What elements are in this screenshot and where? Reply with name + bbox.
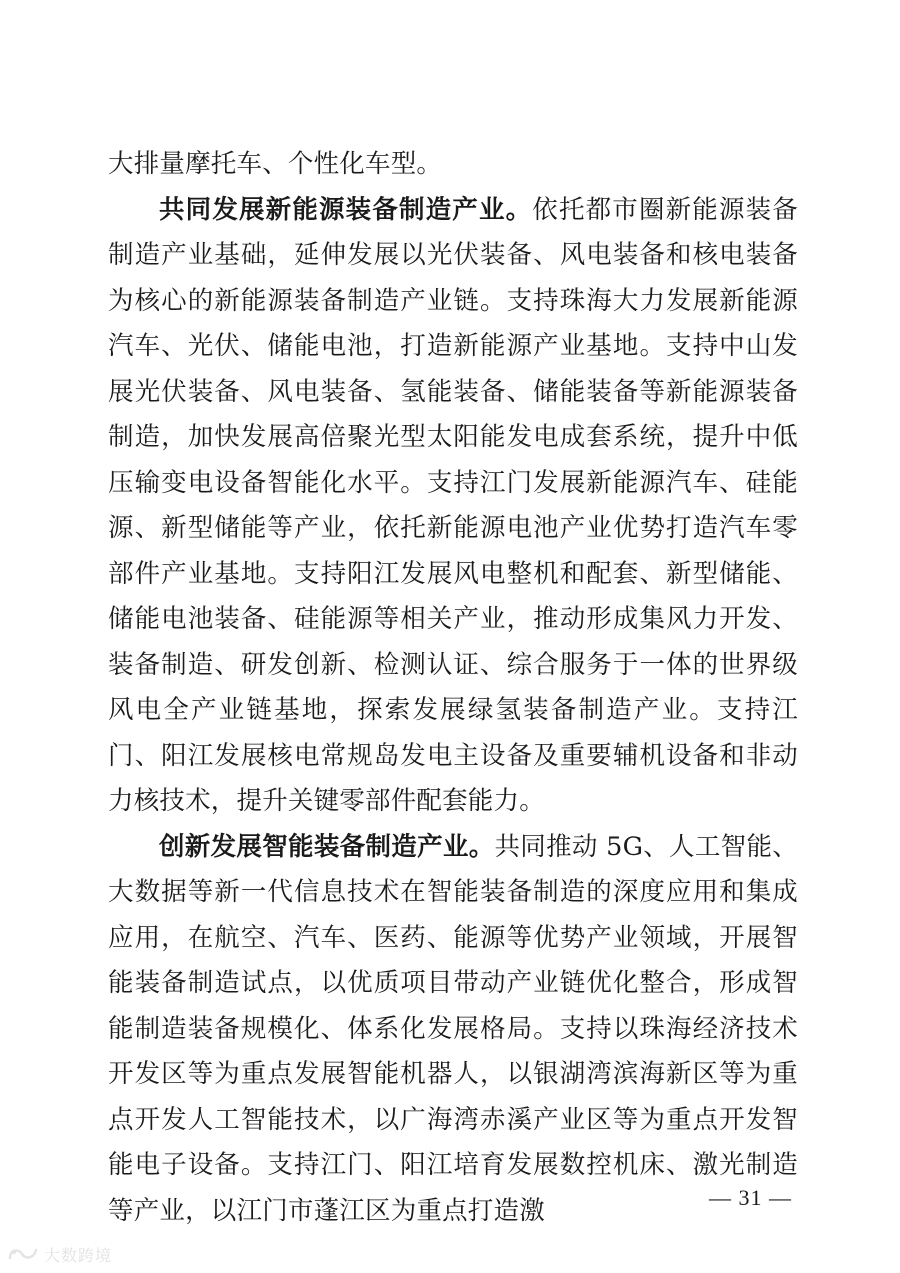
paragraph-3-heading: 创新发展智能装备制造产业。 — [159, 831, 495, 862]
watermark-text: 大数跨境 — [44, 1245, 113, 1265]
page-number: — 31 — — [709, 1185, 792, 1210]
watermark — [6, 1242, 112, 1266]
paragraph-3 — [108, 825, 798, 1235]
paragraph-3-text: 共同推动 5G、人工智能、大数据等新一代信息技术在智能装备制造的深度应用和集成应用，在航空、汽车、医药、能源等优势产业领域，开展智能装备制造试点，以优质项目带动产业链优化整合，形成智能制造装备规模化、体系化发展格局。支持以珠海经济技术开发区等为重点发展智能机器人，以银湖湾滨海新区等为重点开发人工智能技术，以广海湾赤溪产业区等为重点开发智能电子设备。支持江门、阳江培育发展数控机床、激光制造等产业，以江门市蓬江区为重点打造激 — [108, 831, 798, 1226]
body-text — [108, 142, 798, 1234]
paragraph-1-text: 大排量摩托车、个性化车型。 — [108, 149, 443, 179]
paragraph-2 — [108, 188, 798, 825]
paragraph-1 — [108, 142, 798, 188]
paragraph-2-heading: 共同发展新能源装备制造产业。 — [159, 194, 533, 225]
watermark-logo-icon — [6, 1244, 40, 1264]
paragraph-2-text: 依托都市圈新能源装备制造产业基础，延伸发展以光伏装备、风电装备和核电装备为核心的新能源装备制造产业链。支持珠海大力发展新能源汽车、光伏、储能电池，打造新能源产业基地。支持中山发展光伏装备、风电装备、氢能装备、储能装备等新能源装备制造，加快发展高倍聚光型太阳能发电成套系统，提升中低压输变电设备智能化水平。支持江门发展新能源汽车、硅能源、新型储能等产业，依托新能源电池产业优势打造汽车零部件产业基地。支持阳江发展风电整机和配套、新型储能、储能电池装备、硅能源等相关产业，推动形成集风力开发、装备制造、研发创新、检测认证、综合服务于一体的世界级风电全产业链基地，探索发展绿氢装备制造产业。支持江门、阳江发展核电常规岛发电主设备及重要辅机设备和非动力核技术，提升关键零部件配套能力。 — [108, 194, 798, 816]
